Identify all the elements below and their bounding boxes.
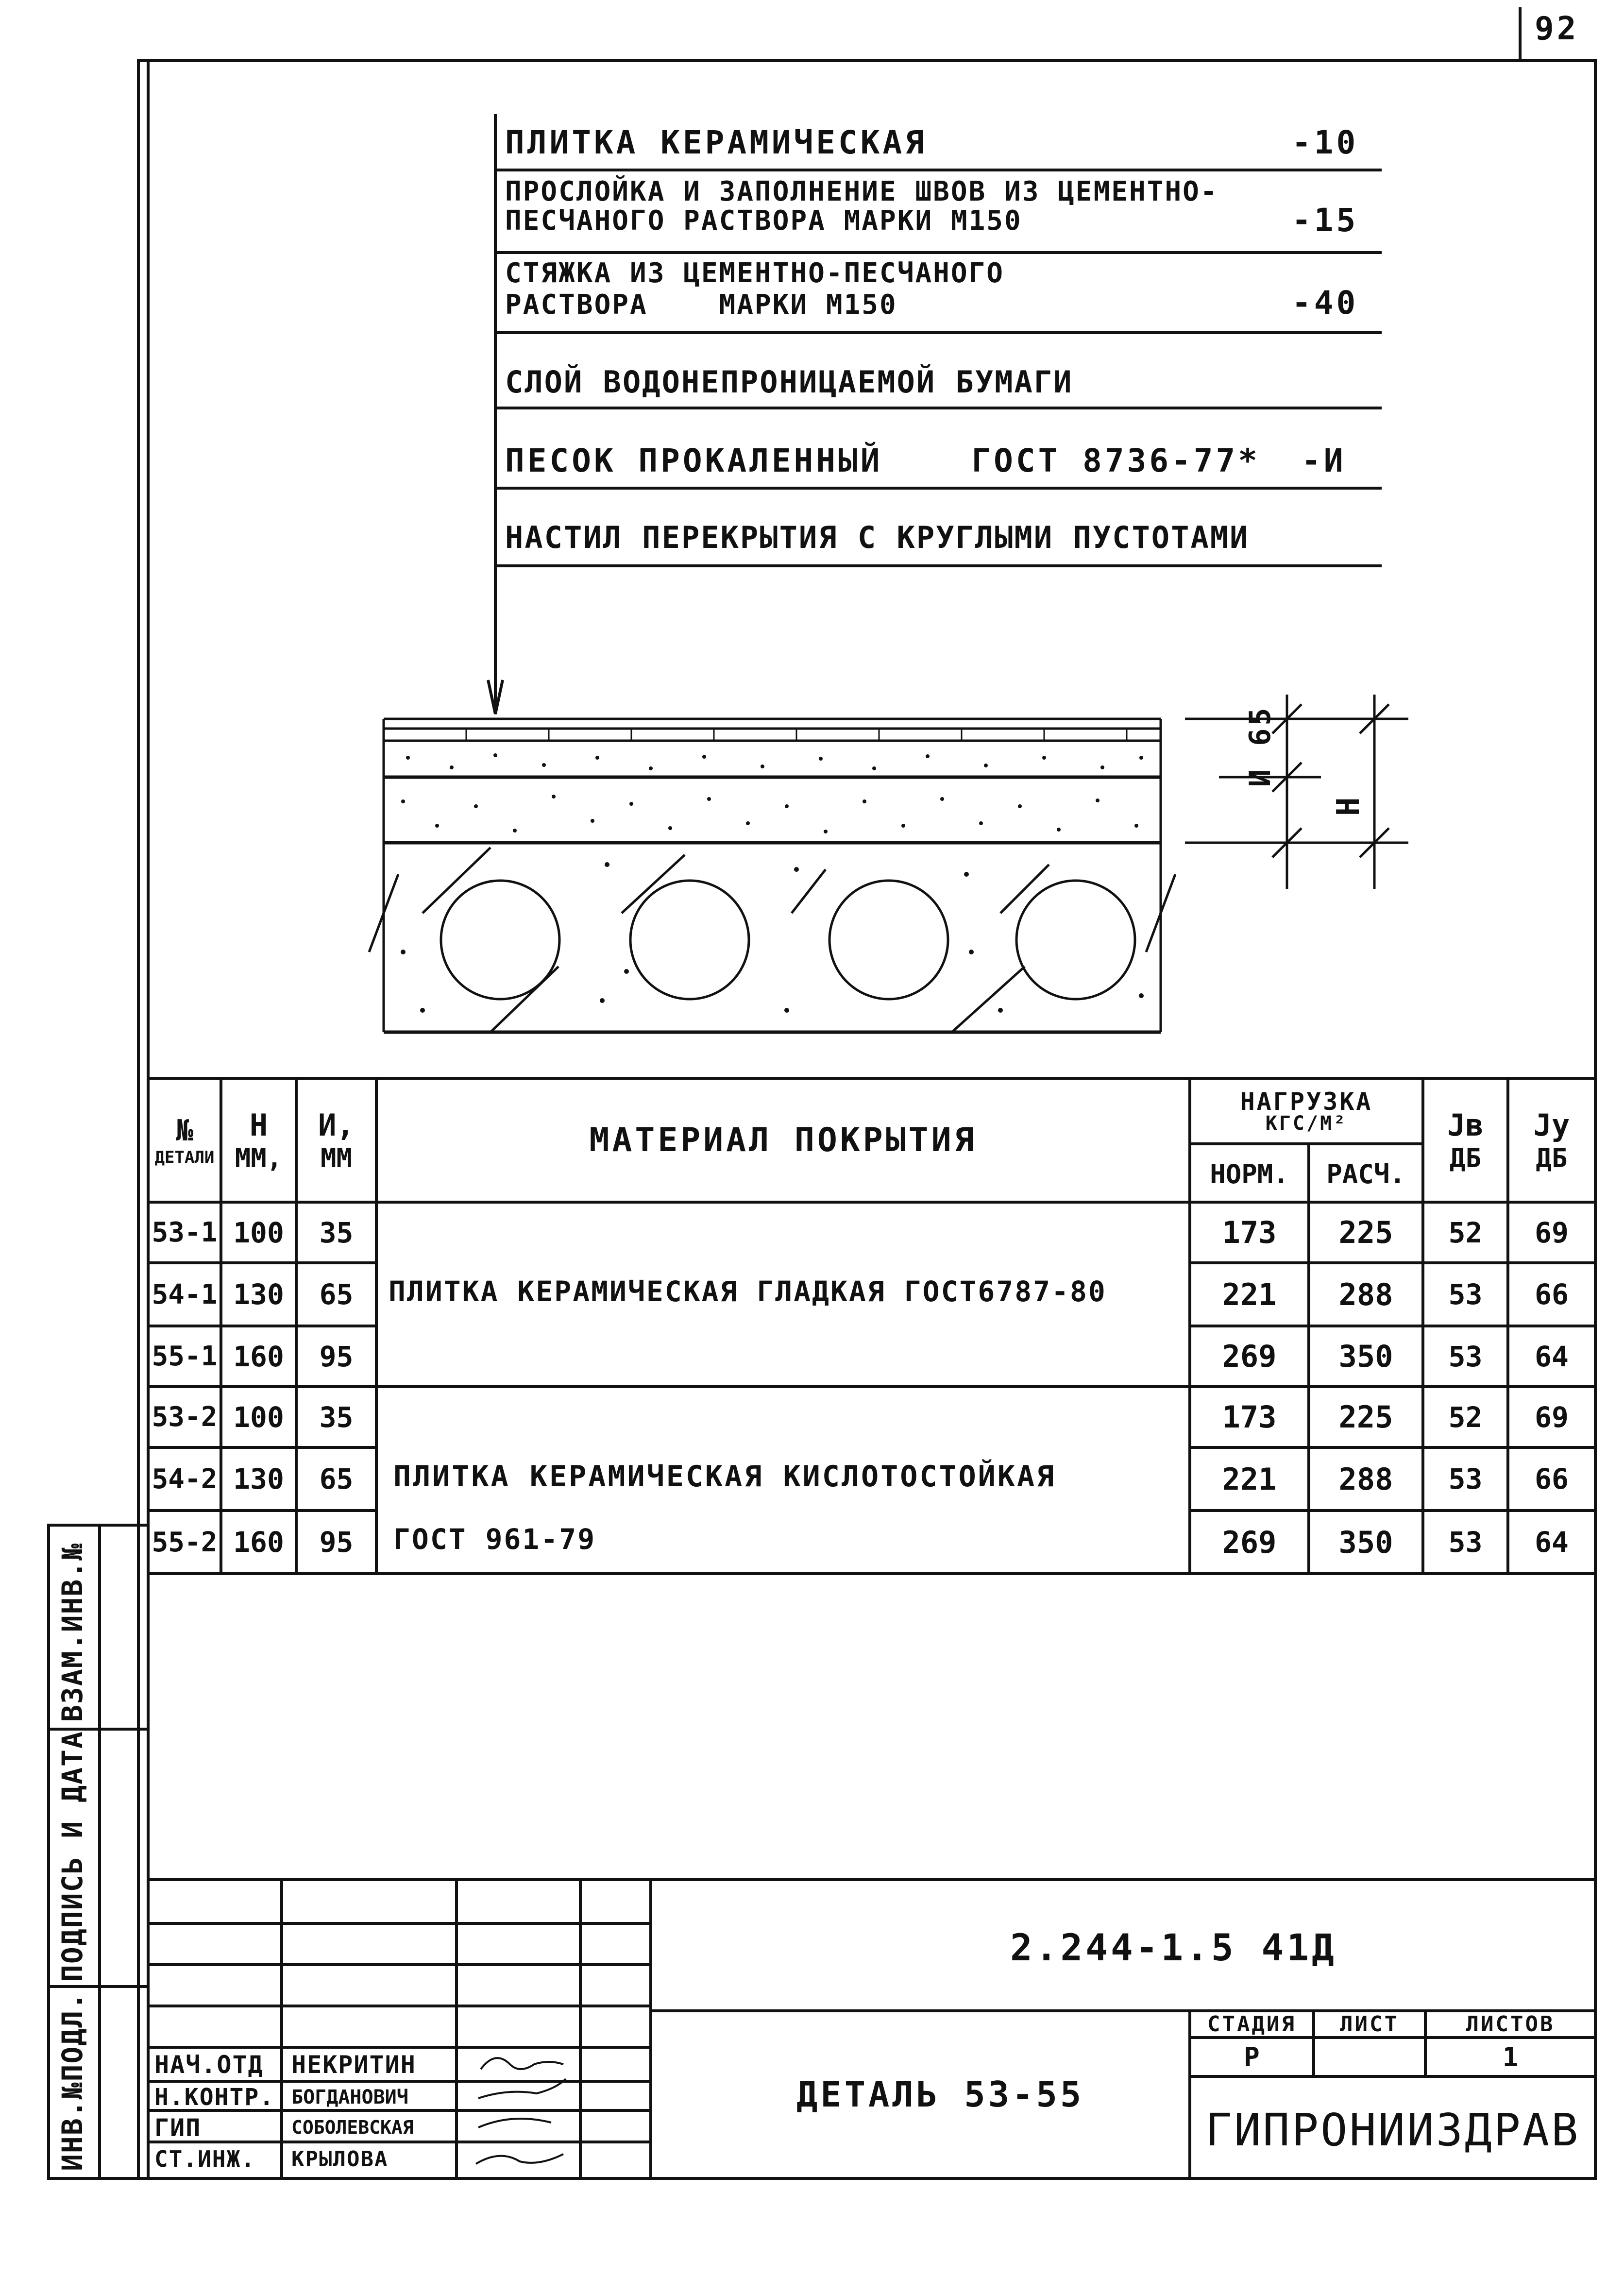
layer-4-label: СЛОЙ ВОДОНЕПРОНИЦАЕМОЙ БУМАГИ [505,364,1073,400]
table-row: 53-1 [152,1217,218,1248]
table-cell-jb: 53 [1448,1526,1483,1559]
table-cell-jy: 66 [1535,1462,1569,1495]
table-cell-norm: 173 [1222,1215,1277,1250]
col-header-i: И, ММ [318,1107,355,1173]
material-group-2-line-1: ПЛИТКА КЕРАМИЧЕСКАЯ КИСЛОТОСТОЙКАЯ [393,1460,1056,1494]
stamp-inv-original: ИНВ.№ПОДЛ. [56,1991,89,2171]
sheet-number: 92 [1535,10,1579,47]
table-cell-calc: 350 [1338,1339,1393,1374]
table-cell-jy: 66 [1535,1278,1569,1311]
layer-2-label-cont: ПЕСЧАНОГО РАСТВОРА МАРКИ М150 [505,205,1022,237]
document-code: 2.244-1.5 41Д [1010,1926,1337,1969]
col-header-norm: НОРМ. [1210,1159,1289,1189]
col-header-detail: № ДЕТАЛИ [154,1113,215,1167]
stamp-inv-replacement: ВЗАМ.ИНВ.№ [56,1542,89,1722]
table-cell-jb: 53 [1448,1462,1483,1495]
person-name: КРЫЛОВА [291,2147,389,2172]
stage-label: СТАДИЯ [1207,2012,1296,2037]
table-cell-norm: 221 [1222,1276,1277,1312]
table-cell-jy: 64 [1535,1340,1569,1373]
layer-1-label: ПЛИТКА КЕРАМИЧЕСКАЯ [505,124,927,161]
col-header-calc: РАСЧ. [1326,1159,1405,1189]
person-role: ГИП [154,2114,202,2142]
person-name: БОГДАНОВИЧ [291,2086,408,2108]
table-cell-i: 65 [319,1462,354,1495]
col-header-jb: Jв ДБ [1447,1107,1484,1173]
table-row: 53-2 [152,1401,218,1433]
table-cell-jb: 53 [1448,1340,1483,1373]
layer-3-thickness: -40 [1292,284,1359,322]
material-group-2-line-2: ГОСТ 961-79 [393,1523,596,1556]
dim-i-65: И 65 [1243,705,1277,787]
table-cell-h: 160 [233,1340,284,1373]
drawing-title: ДЕТАЛЬ 53-55 [796,2074,1084,2115]
layer-3-label-cont: РАСТВОРА МАРКИ М150 [505,289,897,321]
person-name: НЕКРИТИН [291,2051,416,2079]
table-row: 55-1 [152,1341,218,1372]
table-cell-calc: 225 [1338,1215,1393,1250]
table-cell-jb: 53 [1448,1278,1483,1311]
col-header-material: МАТЕРИАЛ ПОКРЫТИЯ [589,1121,977,1159]
table-cell-i: 35 [319,1216,354,1249]
organization-name: ГИПРОНИИЗДРАВ [1205,2104,1580,2156]
table-cell-norm: 269 [1222,1524,1277,1560]
sheets-label: ЛИСТОВ [1466,2012,1555,2037]
table-cell-i: 35 [319,1400,354,1434]
table-cell-jy: 69 [1535,1400,1569,1434]
layer-2-thickness: -15 [1292,202,1359,239]
person-role: СТ.ИНЖ. [154,2146,255,2172]
sheet-label: ЛИСТ [1340,2012,1399,2037]
table-row: 54-1 [152,1278,218,1310]
table-row: 54-2 [152,1463,218,1495]
table-cell-calc: 288 [1338,1461,1393,1497]
person-name: СОБОЛЕВСКАЯ [291,2117,414,2138]
material-group-1: ПЛИТКА КЕРАМИЧЕСКАЯ ГЛАДКАЯ ГОСТ6787-80 [389,1275,1107,1308]
table-cell-h: 160 [233,1526,284,1559]
table-cell-jb: 52 [1448,1400,1483,1434]
table-cell-norm: 269 [1222,1339,1277,1374]
table-cell-h: 100 [233,1216,284,1249]
col-header-jy: Jу ДБ [1533,1107,1570,1173]
layer-2-label: ПРОСЛОЙКА И ЗАПОЛНЕНИЕ ШВОВ ИЗ ЦЕМЕНТНО- [505,176,1218,207]
col-header-h: H ММ, [235,1107,283,1173]
table-row: 55-2 [152,1526,218,1558]
table-cell-calc: 350 [1338,1524,1393,1560]
table-cell-norm: 221 [1222,1461,1277,1497]
table-cell-jy: 69 [1535,1216,1569,1249]
layer-6-label: НАСТИЛ ПЕРЕКРЫТИЯ С КРУГЛЫМИ ПУСТОТАМИ [505,520,1250,555]
layer-5-label: ПЕСОК ПРОКАЛЕННЫЙ ГОСТ 8736-77* [505,442,1261,479]
col-header-load: НАГРУЗКА КГС/М² [1240,1087,1373,1135]
dim-h: H [1331,794,1367,816]
stamp-signature-date: ПОДПИСЬ И ДАТА [56,1731,89,1982]
table-cell-h: 130 [233,1462,284,1495]
stage-value: Р [1244,2041,1260,2073]
sheet-value [1314,2038,1425,2076]
table-cell-jb: 52 [1448,1216,1483,1249]
table-cell-i: 95 [319,1526,354,1559]
table-cell-jy: 64 [1535,1526,1569,1559]
table-cell-calc: 225 [1338,1399,1393,1435]
person-role: Н.КОНТР. [154,2084,275,2111]
table-cell-h: 100 [233,1400,284,1434]
sheets-value: 1 [1502,2041,1519,2073]
table-cell-i: 95 [319,1340,354,1373]
person-role: НАЧ.ОТД [154,2051,264,2079]
layer-1-thickness: -10 [1292,124,1359,161]
table-cell-h: 130 [233,1278,284,1311]
table-cell-calc: 288 [1338,1276,1393,1312]
layer-5-thickness: -И [1302,442,1346,479]
table-cell-norm: 173 [1222,1399,1277,1435]
layer-3-label: СТЯЖКА ИЗ ЦЕМЕНТНО-ПЕСЧАНОГО [505,257,1005,289]
table-cell-i: 65 [319,1278,354,1311]
